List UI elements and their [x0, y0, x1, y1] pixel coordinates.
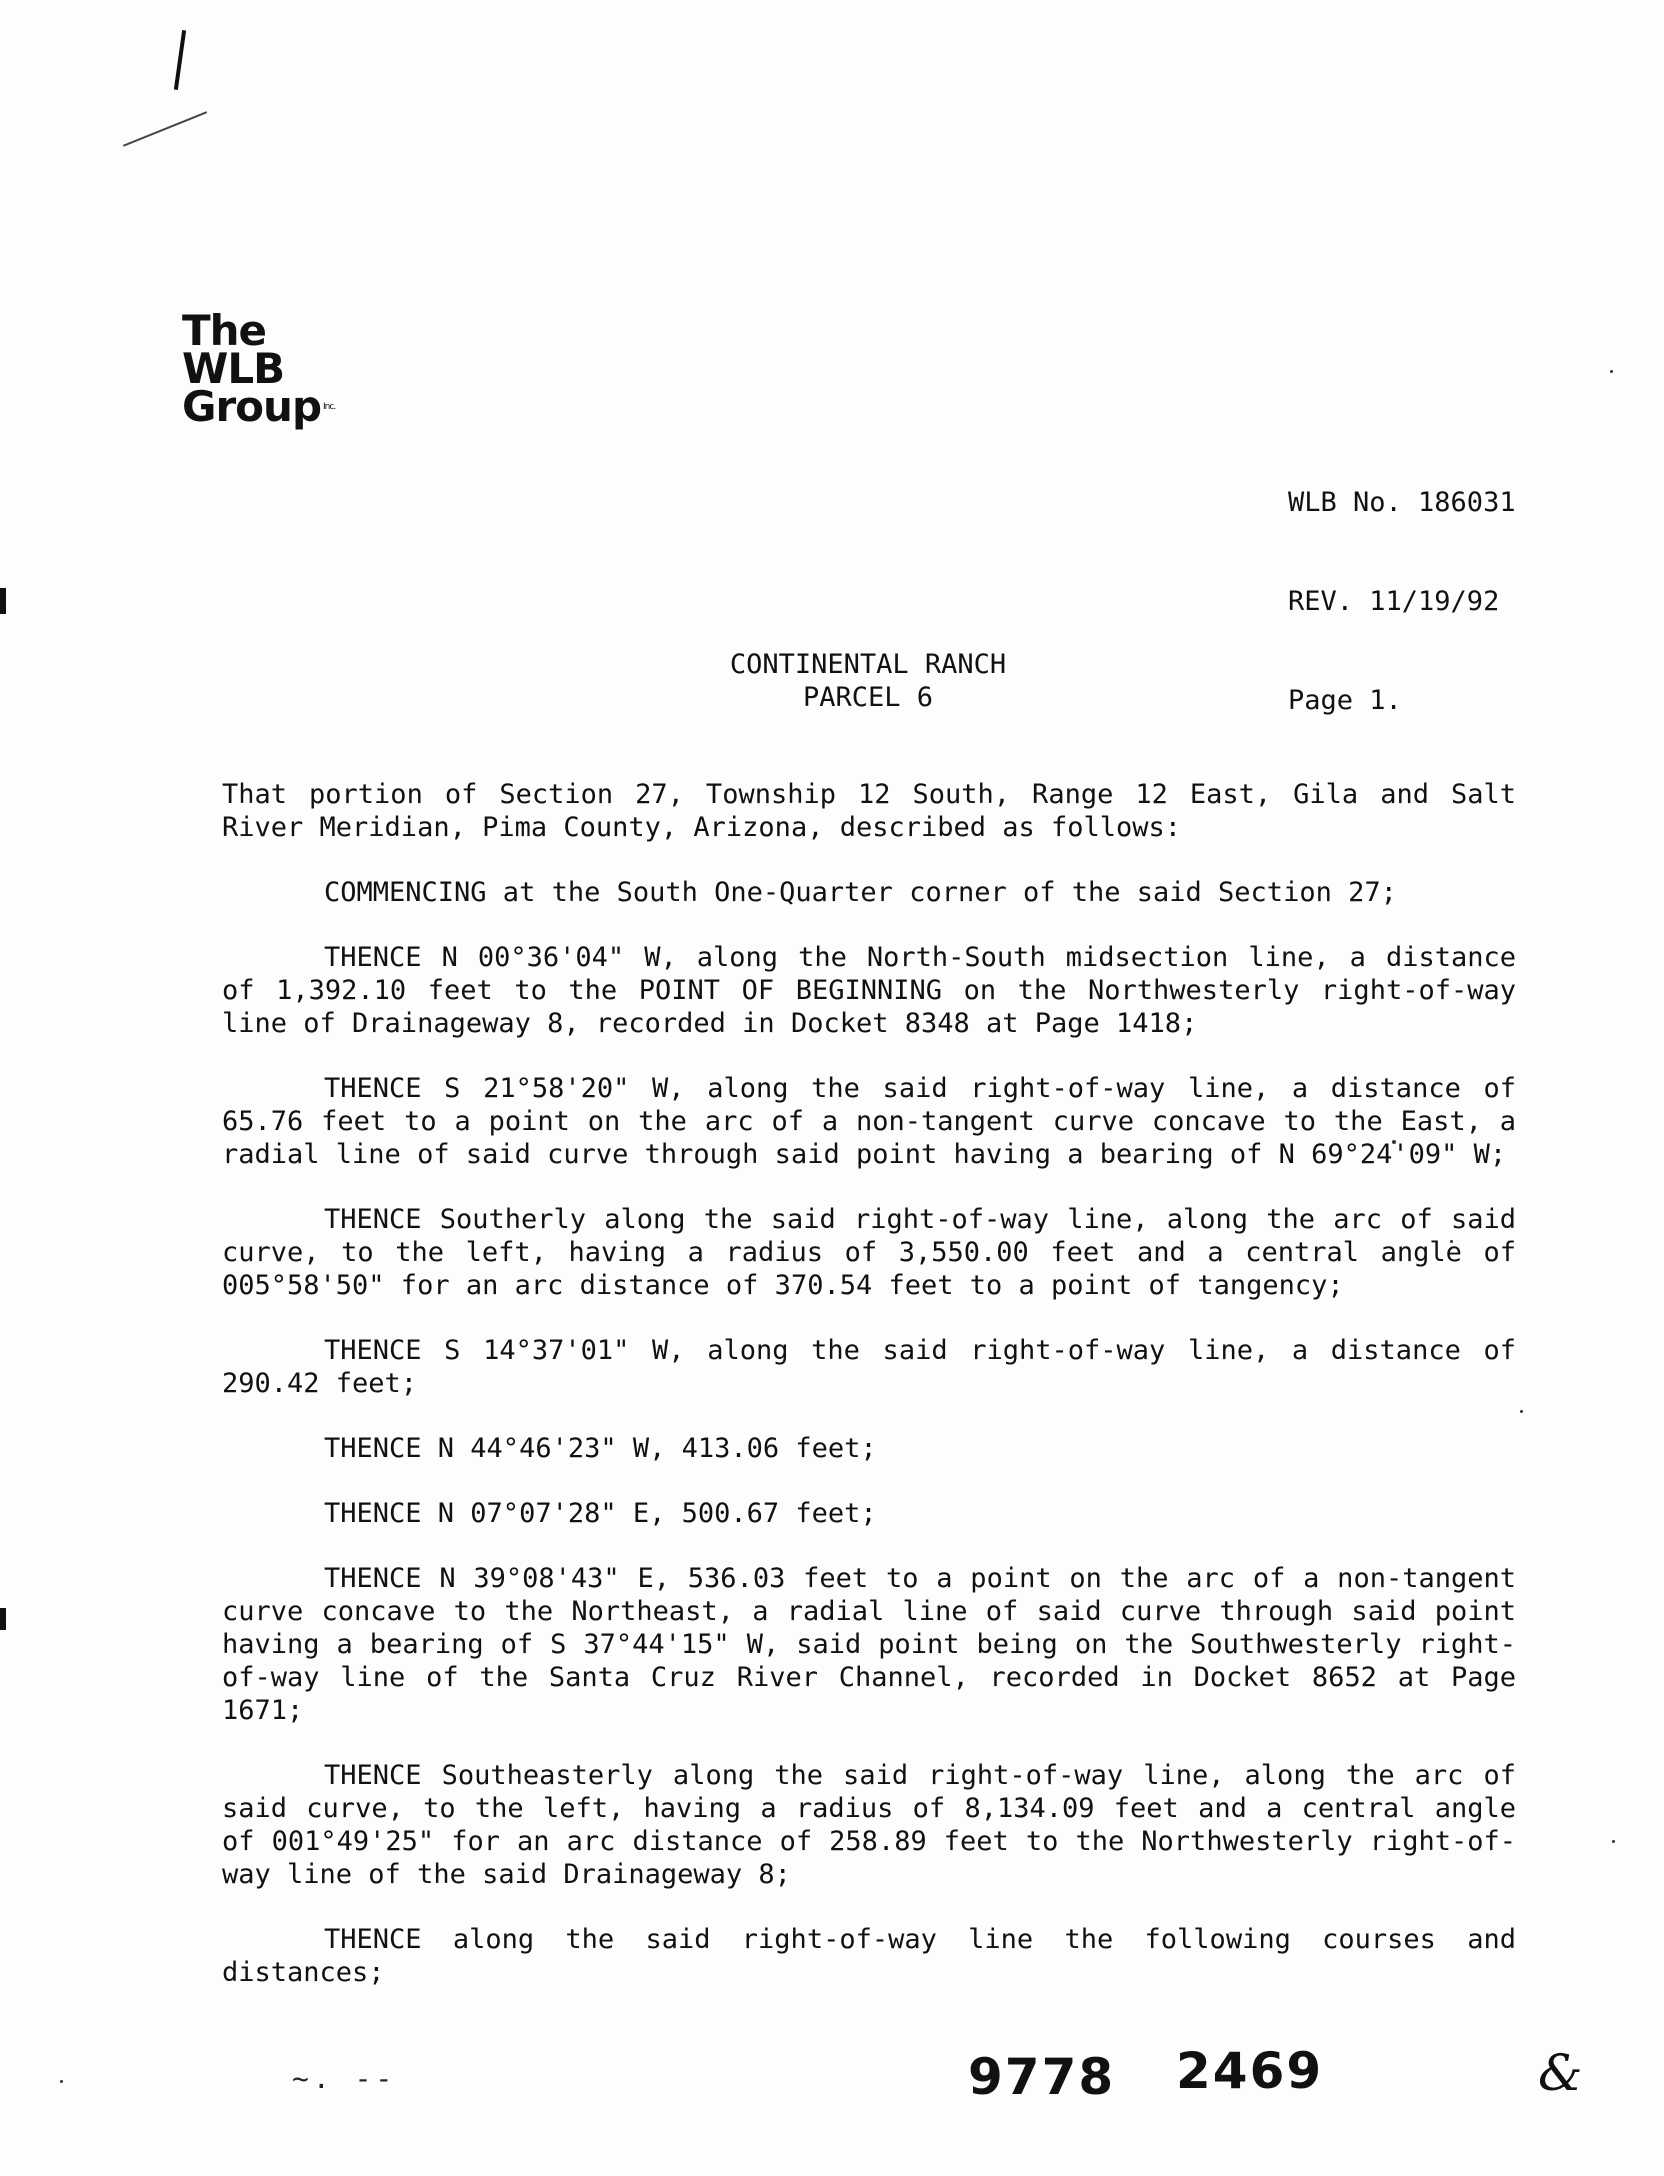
- reference-block: [1288, 420, 1516, 783]
- document-title: [0, 648, 1664, 714]
- paragraph-intro: That portion of Section 27, Township 12 South, Range 12 East, Gila and Salt River Meridian, Pima County, Arizona, described as follows:: [222, 779, 1516, 843]
- paragraph-course: THENCE N 00°36'04" W, along the North-South midsection line, a distance of 1,392.10 feet to the POINT OF BEGINNING on the Northwesterly right-of-way line of Drainageway 8, recorded in Docket 8348 at Page 1418;: [222, 942, 1516, 1039]
- paragraph-course: THENCE S 21°58'20" W, along the said right-of-way line, a distance of 65.76 feet to a point on the arc of a non-tangent curve concave to the East, a radial line of said curve through said point having a bearing of N 69°24'09" W;: [222, 1073, 1516, 1170]
- page-number: Page 1.: [1288, 685, 1402, 716]
- docket-number: 9778: [968, 2048, 1116, 2106]
- legal-description: [222, 778, 1516, 1989]
- docket-page-number: 2469: [1176, 2042, 1324, 2100]
- logo-line-group: Group Inc.: [182, 382, 336, 431]
- paragraph-commencing: COMMENCING at the South One-Quarter corner of the said Section 27;: [324, 877, 1397, 908]
- company-logo: [182, 306, 336, 431]
- logo-line-wlb: WLB: [182, 344, 285, 393]
- paragraph-course: THENCE along the said right-of-way line the following courses and distances;: [222, 1924, 1516, 1988]
- title-line-2: PARCEL 6: [802, 682, 934, 713]
- scan-mark: [123, 111, 207, 147]
- logo-line-the: The: [182, 306, 267, 355]
- revision-date: REV. 11/19/92: [1288, 586, 1500, 617]
- handwritten-initials: &: [1538, 2044, 1583, 2102]
- paragraph-course: THENCE S 14°37'01" W, along the said right-of-way line, a distance of 290.42 feet;: [222, 1335, 1516, 1399]
- scan-speck: [60, 2080, 63, 2083]
- paragraph-course: THENCE N 44°46'23" W, 413.06 feet;: [324, 1433, 877, 1464]
- scan-mark: [174, 30, 186, 90]
- wlb-number: WLB No. 186031: [1288, 487, 1516, 518]
- scan-speck: [1520, 1410, 1523, 1413]
- scan-speck: [1612, 1840, 1615, 1843]
- scan-speck: [1610, 370, 1613, 373]
- logo-suffix: Inc.: [323, 402, 336, 412]
- paragraph-course: THENCE N 39°08'43" E, 536.03 feet to a point on the arc of a non-tangent curve concave to the Northeast, a radial line of said curve through said point having a bearing of S 37°44'15" W, said point being on the Southwesterly right-of-way line of the Santa Cruz River Channel, recorded in Docket 8652 at Page 1671;: [222, 1563, 1516, 1726]
- edge-mark: [0, 588, 6, 614]
- paragraph-course: THENCE Southeasterly along the said right-of-way line, along the arc of said curve, to the left, having a radius of 8,134.09 feet and a central angle of 001°49'25" for an arc distance of 258.89 feet to the Northwesterly right-of-way line of the said Drainageway 8;: [222, 1760, 1516, 1890]
- footer-partial-mark: ~. --: [292, 2062, 397, 2095]
- paragraph-course: THENCE Southerly along the said right-of-way line, along the arc of said curve, to the left, having a radius of 3,550.00 feet and a central angle of 005°58'50" for an arc distance of 370.54 feet to a point of tangency;: [222, 1204, 1516, 1301]
- paragraph-course: THENCE N 07°07'28" E, 500.67 feet;: [324, 1498, 877, 1529]
- title-line-1: CONTINENTAL RANCH: [729, 649, 1007, 680]
- edge-mark: [0, 1608, 6, 1630]
